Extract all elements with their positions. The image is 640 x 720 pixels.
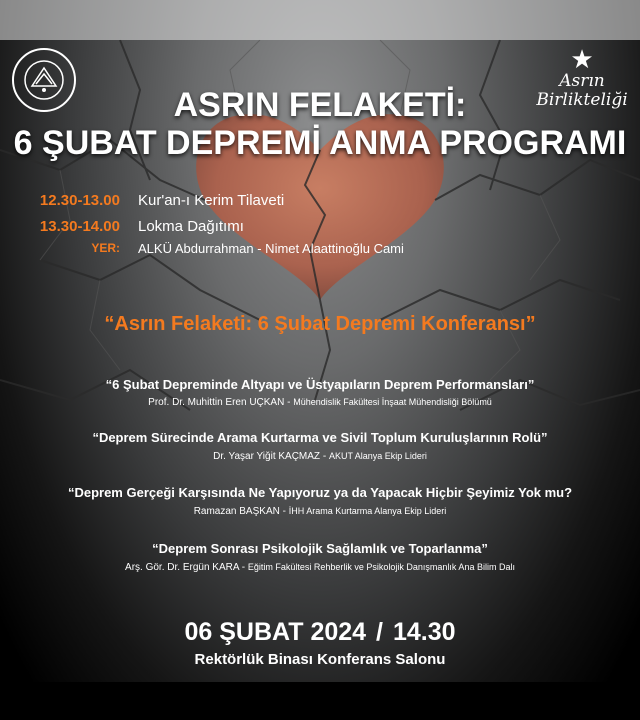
event-date: 06 ŞUBAT 2024 [184,618,367,646]
title-line2: 6 ŞUBAT DEPREMİ ANMA PROGRAMI [13,124,627,162]
top-band [0,0,640,40]
event-date-time [0,618,640,647]
location-label: YER: [91,241,120,255]
date-time-separator: / [376,618,383,646]
schedule-row [0,218,640,240]
bottom-band [0,682,640,720]
talk-title: “Deprem Sonrası Psikolojik Sağlamlık ve Toparlanma” [152,541,488,556]
event-venue: Rektörlük Binası Konferans Salonu [194,651,446,668]
schedule-time: 13.30-14.00 [39,218,120,235]
talk-title: “Deprem Sürecinde Arama Kurtarma ve Sivil Toplum Kuruluşlarının Rolü” [92,430,548,445]
logo-text-line2: Birlikteliği [536,90,628,110]
logo-text-line1: Asrın [559,71,605,91]
talk-speaker-line [0,397,640,408]
speaker-name: Arş. Gör. Dr. Ergün KARA - [125,562,246,573]
title-line1: ASRIN FELAKETİ: [173,86,467,124]
talk-title: “6 Şubat Depreminde Altyapı ve Üstyapıların Deprem Performansları” [105,377,535,392]
speaker-affiliation: Mühendislik Fakültesi İnşaat Mühendisliği Bölümü [293,397,492,407]
speaker-name: Prof. Dr. Muhittin Eren UÇKAN - [148,397,291,408]
conference-title: “Asrın Felaketi: 6 Şubat Depremi Konferansı” [104,313,536,335]
speaker-affiliation: Eğitim Fakültesi Rehberlik ve Psikolojik Danışmanlık Ana Bilim Dalı [247,562,515,572]
event-time: 14.30 [392,618,456,646]
talk-speaker-line [0,506,640,517]
location-text: ALKÜ Abdurrahman - Nimet Alaattinoğlu Cami [138,241,404,256]
talk-title: “Deprem Gerçeği Karşısında Ne Yapıyoruz ya da Yapacak Hiçbir Şeyimiz Yok mu? [67,485,573,500]
schedule-text: Lokma Dağıtımı [138,218,244,235]
speaker-affiliation: AKUT Alanya Ekip Lideri [328,451,427,461]
speaker-name: Dr. Yaşar Yiğit KAÇMAZ - [213,451,327,462]
star-icon: ★ [570,44,594,74]
schedule-row [0,192,640,214]
speaker-name: Ramazan BAŞKAN - [193,506,286,517]
speaker-affiliation: İHH Arama Kurtarma Alanya Ekip Lideri [288,506,447,516]
schedule-row-location [0,241,640,263]
talk-speaker-line [0,451,640,462]
schedule-text: Kur'an-ı Kerim Tilaveti [138,192,285,209]
schedule-time: 12.30-13.00 [39,192,120,209]
talk-speaker-line [0,562,640,573]
